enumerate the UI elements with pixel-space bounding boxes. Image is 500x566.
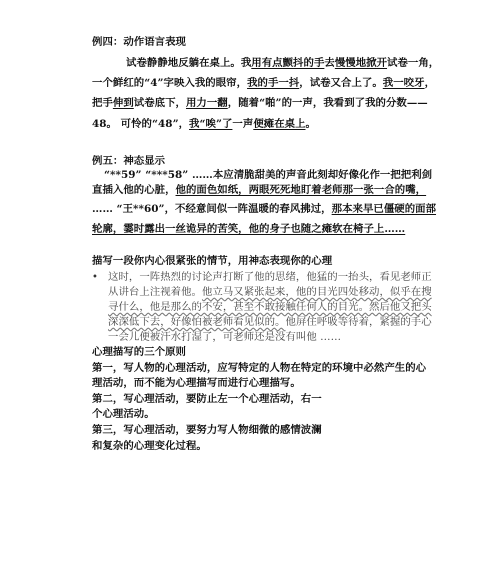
bullet-marker: • xyxy=(92,272,98,283)
wavy-underlined-phrase: 寻什么，他是那么的不安，甚至不敢接触任何人的目光。然后他又把头 xyxy=(108,301,432,313)
principle-1-line-1: 第一，写人物的心理活动，应写特定的人物在特定的环境中必然产生的心 xyxy=(92,362,427,374)
exercise-line-2: 从讲台上注视着他。他立马又紧张起来，他的目光四处移动，似乎在搜 xyxy=(108,286,432,298)
wavy-underlined-phrase: 深深低下去，好像怕被老师看见似的。 xyxy=(108,316,286,328)
exercise-line-1: 这时，一阵热烈的讨论声打断了他的思绪，他猛的一抬头，看见老师正 xyxy=(108,271,432,283)
principle-2-line-1: 第二，写心理活动，要防止左一个心理活动，右一 xyxy=(92,393,322,405)
exercise-line-5: 一会儿便被汗水打湿了，可老师还是没有叫他 …… xyxy=(108,331,342,343)
underlined-phrase: 我“唉”了 xyxy=(189,118,233,130)
example4-line-3: 把手伸到试卷底下，用力一翻，随着“啪”的一声，我看到了我的分数—— xyxy=(92,97,428,109)
underlined-phrase: 用力一翻 xyxy=(185,97,228,109)
principle-3-line-2: 和复杂的心理变化过程。 xyxy=(92,440,207,452)
example4-line-1: 试卷静静地反躺在桌上。我用有点颤抖的手去慢慢地掀开试卷一角， xyxy=(126,57,440,69)
example4-title: 例四：动作语言表现 xyxy=(92,36,186,48)
exercise-line-3 xyxy=(108,300,432,314)
principle-1-line-2: 理活动，而不能为心理描写而进行心理描写。 xyxy=(92,377,301,389)
underlined-phrase: 慢慢地掀开 xyxy=(334,57,388,69)
underlined-phrase: 我的手一抖 xyxy=(247,77,300,89)
example5-line-2: 直插入他的心脏，他的面色如纸，两眼死死地盯着老师那一张一合的嘴， xyxy=(92,184,427,196)
underlined-phrase: 便瘫在桌上 xyxy=(253,118,306,130)
example5-line-1: “**59” “***58” ……本应清脆甜美的声音此刻却好像化作一把把利剑 xyxy=(104,169,433,181)
underlined-phrase: 用有点颤抖的手 xyxy=(251,57,325,69)
principle-2-line-2: 个心理活动。 xyxy=(92,408,155,420)
exercise-title: 描写一段你内心很紧张的情节，用神态表现你的心理 xyxy=(92,255,333,267)
underlined-phrase: 轮廓，霎时露出一丝诡异的苦笑，他的身子也随之瘫软在椅子上…… xyxy=(92,223,406,235)
example5-line-3: …… “王**60”，不经意间似一阵温暖的春风拂过，那本来早已僵硬的面部 xyxy=(92,203,437,215)
underlined-phrase: 他的面色如纸，两眼死死地盯着老师那一张一合的嘴， xyxy=(175,184,427,196)
underlined-phrase: 伸到 xyxy=(112,97,134,109)
underlined-phrase: 我一咬牙 xyxy=(382,77,425,89)
wavy-underlined-phrase: 他立马又紧张起来，他的目光四处移动，似乎在搜 xyxy=(201,286,432,298)
principles-title: 心理描写的三个原则 xyxy=(92,346,186,358)
example5-title: 例五：神态显示 xyxy=(92,155,166,167)
example4-line-2: 一个鲜红的“4”字映入我的眼帘，我的手一抖，试卷又合上了。我一咬牙， xyxy=(92,77,436,89)
example5-line-4 xyxy=(92,222,405,236)
underlined-phrase: 那本来早已僵硬的面部 xyxy=(331,203,437,215)
principle-3-line-1: 第三，写心理活动，要努力写人物细微的感情波澜 xyxy=(92,424,322,436)
exercise-line-4: 深深低下去，好像怕被老师看见似的。他屏住呼吸等待着，紧握的手心 xyxy=(108,316,432,328)
example4-line-4: 48。 可怜的“48”，我“唉”了一声便瘫在桌上。 xyxy=(92,118,316,130)
